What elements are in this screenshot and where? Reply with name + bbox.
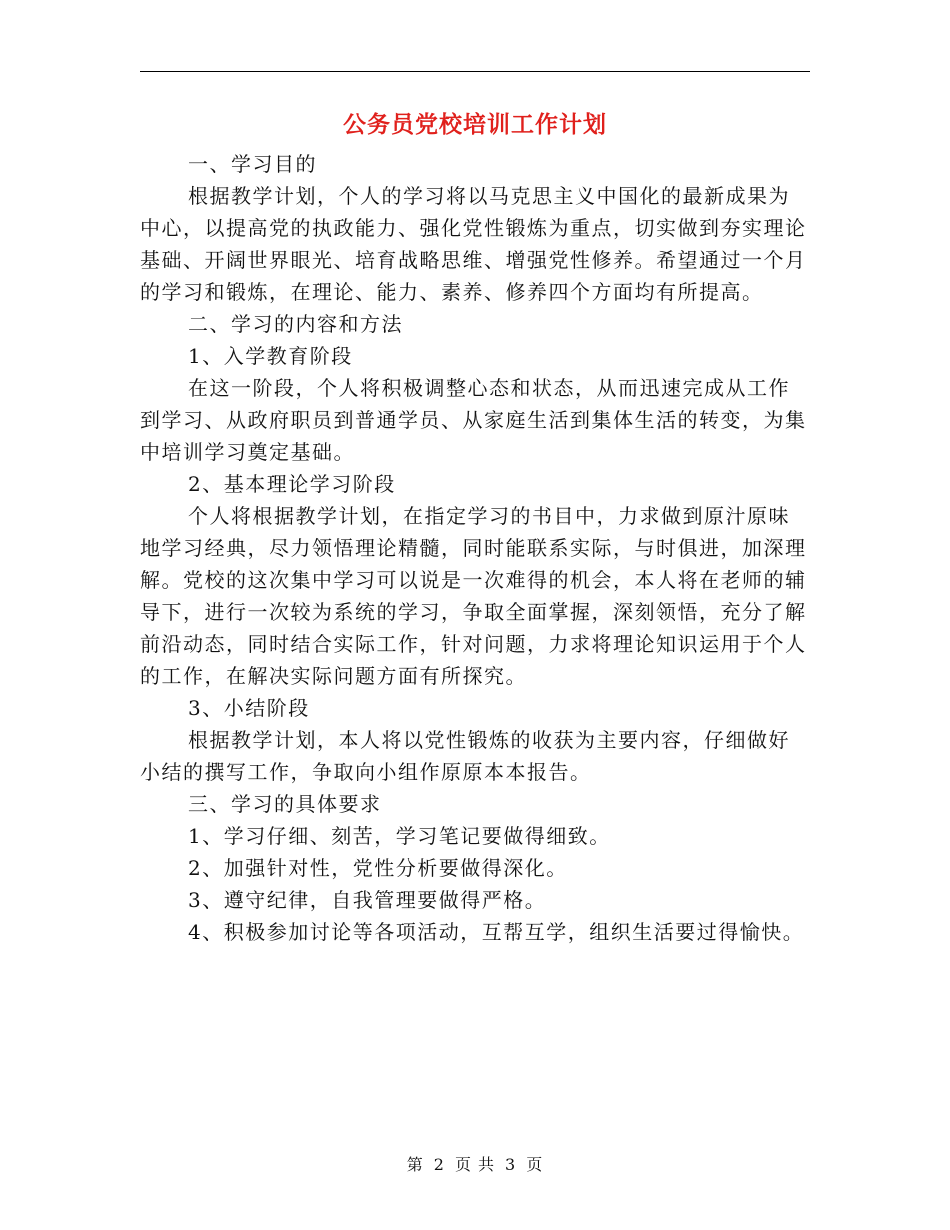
paragraph: 在这一阶段，个人将积极调整心态和状态，从而迅速完成从工作到学习、从政府职员到普通学员、从家庭生活到集体生活的转变，为集中培训学习奠定基础。 [140,376,807,464]
footer-suffix: 页 [526,1155,544,1174]
footer-page-number: 2 [433,1155,445,1174]
requirement-item: 3、遵守纪律，自我管理要做得严格。 [188,888,547,912]
footer-total-pages: 3 [505,1155,517,1174]
subsection-heading: 2、基本理论学习阶段 [188,472,396,496]
requirement-item: 4、积极参加讨论等各项活动，互帮互学，组织生活要过得愉快。 [188,920,805,944]
footer-prefix: 第 [406,1155,424,1174]
requirement-item: 2、加强针对性，党性分析要做得深化。 [188,856,568,880]
requirement-item: 1、学习仔细、刻苦，学习笔记要做得细致。 [188,824,611,848]
paragraph: 个人将根据教学计划，在指定学习的书目中，力求做到原汁原味地学习经典，尽力领悟理论精髓，同时能联系实际，与时俱进，加深理解。党校的这次集中学习可以说是一次难得的机会，本人将在老师的辅导下，进行一次较为系统的学习，争取全面掌握，深刻领悟，充分了解前沿动态，同时结合实际工作，针对问题，力求将理论知识运用于个人的工作，在解决实际问题方面有所探究。 [140,504,807,688]
header-rule [140,71,810,72]
subsection-heading: 1、入学教育阶段 [188,344,353,368]
section-heading: 三、学习的具体要求 [188,792,382,816]
paragraph: 根据教学计划，个人的学习将以马克思主义中国化的最新成果为中心，以提高党的执政能力、强化党性锻炼为重点，切实做到夯实理论基础、开阔世界眼光、培育战略思维、增强党性修养。希望通过一个月的学习和锻炼，在理论、能力、素养、修养四个方面均有所提高。 [140,184,807,304]
subsection-heading: 3、小结阶段 [188,696,310,720]
paragraph: 根据教学计划，本人将以党性锻炼的收获为主要内容，仔细做好小结的撰写工作，争取向小组作原原本本报告。 [140,728,790,784]
document-body [140,148,810,948]
section-heading: 一、学习目的 [188,152,317,176]
footer-middle: 页 共 [454,1155,496,1174]
section-heading: 二、学习的内容和方法 [188,312,403,336]
document-title: 公务员党校培训工作计划 [343,112,607,138]
page-footer [0,1154,950,1176]
